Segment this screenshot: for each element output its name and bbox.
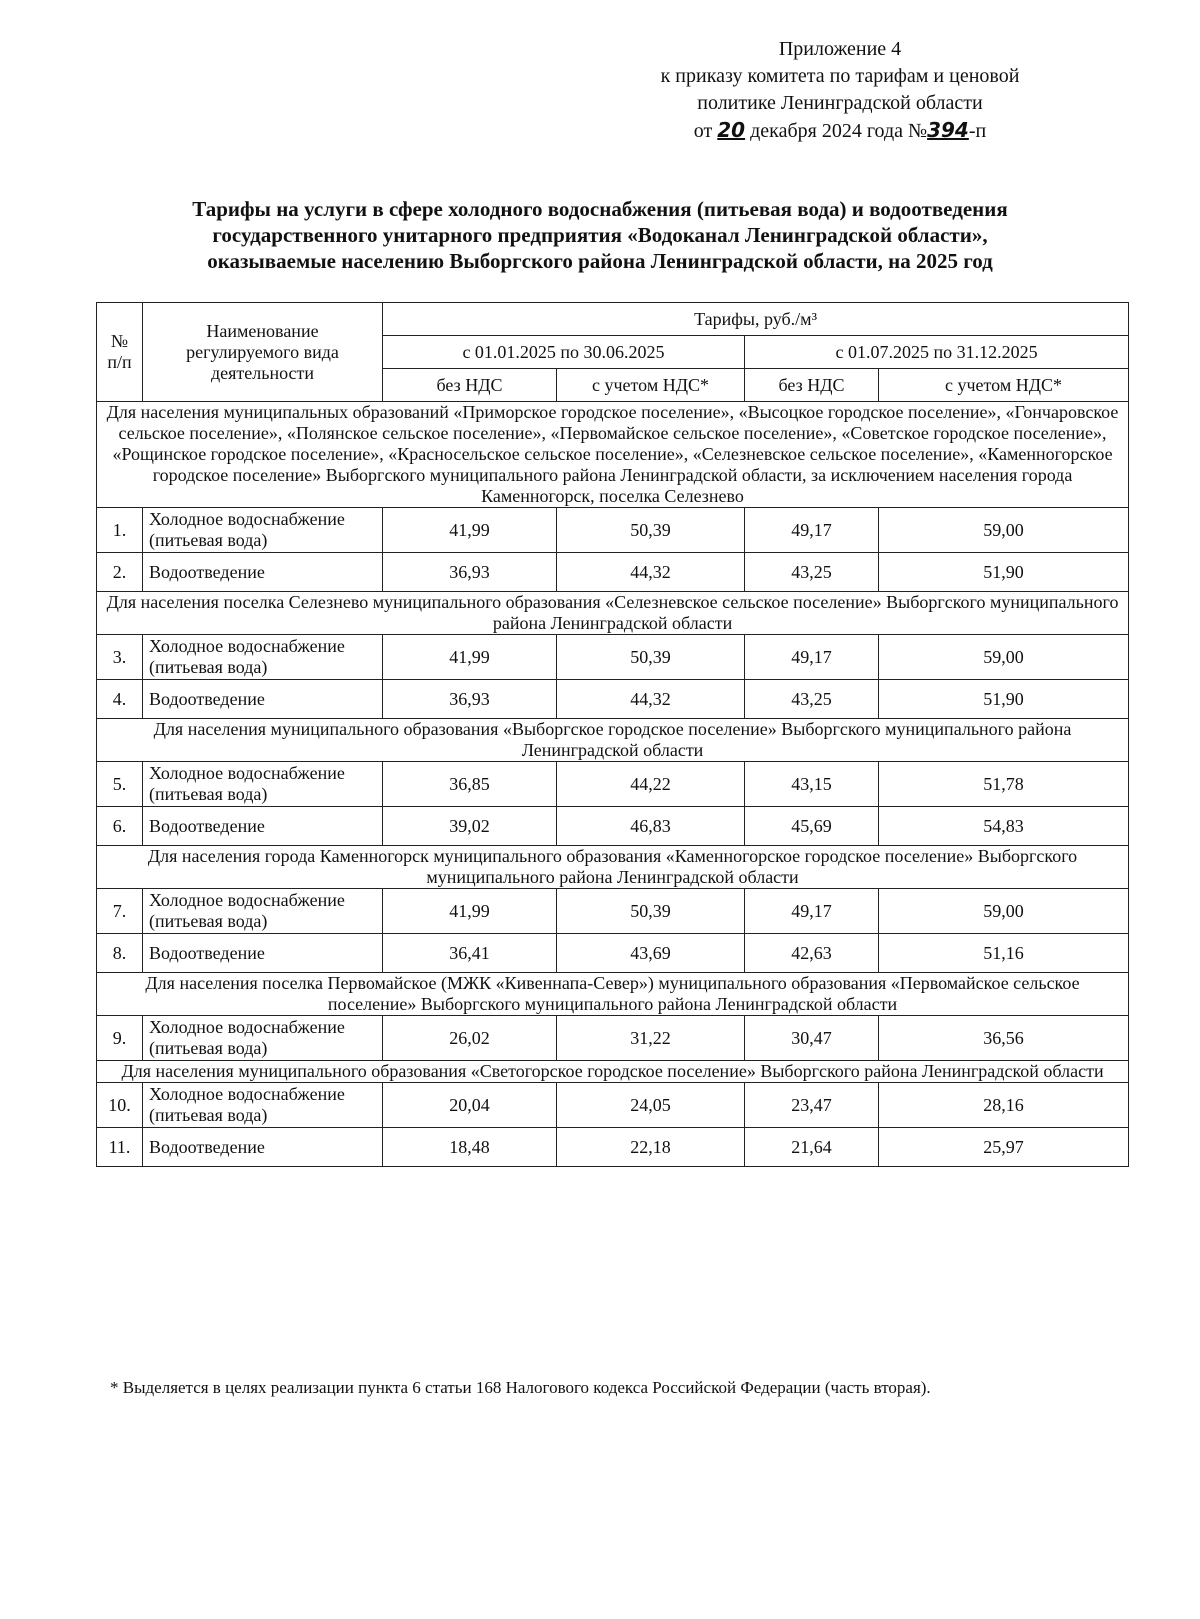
document-title [100,196,1100,274]
activity-name: Холодное водоснабжение (питьевая вода) [143,508,383,553]
group-title: Для населения муниципального образования «Выборгское городское поселение» Выборгского муниципального района Ленинградской области [97,719,1129,762]
appendix-order-line: к приказу комитета по тарифам и ценовой [660,65,1020,87]
table-row [97,680,1129,719]
row-number: 6. [97,807,143,846]
group-title: Для населения поселка Первомайское (МЖК «Кивеннапа-Север») муниципального образования «Первомайское сельское поселение» Выборгского муниципального района Ленинградской области [97,973,1129,1016]
row-number: 1. [97,508,143,553]
group-header-row [97,846,1129,889]
table-row [97,1016,1129,1061]
activity-name: Холодное водоснабжение (питьевая вода) [143,635,383,680]
tariff-h2-no-vat: 49,17 [745,508,879,553]
tariff-h1-no-vat: 36,93 [383,680,557,719]
tariff-h2-no-vat: 21,64 [745,1128,879,1167]
group-title: Для населения муниципальных образований «Приморское городское поселение», «Высоцкое городское поселение», «Гончаровское сельское поселение», «Полянское сельское поселение», «Первомайское сельское поселение», «Советское городское поселение», «Рощинское городское поселение», «Красносельское сельское поселение», «Селезневское сельское поселение», «Каменногорское городское поселение» Выборгского муниципального района Ленинградской области, за исключением населения города Каменногорск, поселка Селезнево [97,402,1129,508]
tariff-h2-no-vat: 43,25 [745,680,879,719]
table-row [97,508,1129,553]
tariffs-table-body [97,303,1129,1167]
tariff-h1-no-vat: 36,85 [383,762,557,807]
row-number: 9. [97,1016,143,1061]
table-row [97,762,1129,807]
header-with-vat-2: с учетом НДС* [879,369,1129,402]
order-number-suffix: -п [968,120,987,142]
tariff-h1-no-vat: 39,02 [383,807,557,846]
appendix-title: Приложение 4 [778,38,902,60]
tariff-h1-no-vat: 41,99 [383,508,557,553]
tariff-h1-no-vat: 36,41 [383,934,557,973]
activity-name: Водоотведение [143,680,383,719]
handwritten-order-number: 394 [927,118,969,142]
table-row [97,934,1129,973]
tariff-h2-no-vat: 30,47 [745,1016,879,1061]
tariff-h1-with-vat: 43,69 [557,934,745,973]
activity-name: Холодное водоснабжение (питьевая вода) [143,889,383,934]
title-line-3: оказываемые населению Выборгского района Ленинградской области, на 2025 год [207,249,993,273]
activity-name: Водоотведение [143,553,383,592]
handwritten-day: 20 [717,118,746,142]
header-row-1 [97,303,1129,336]
tariff-h2-with-vat: 59,00 [879,889,1129,934]
footnote: * Выделяется в целях реализации пункта 6 статьи 168 Налогового кодекса Российской Федерации (часть вторая). [110,1378,931,1397]
tariff-h2-with-vat: 51,16 [879,934,1129,973]
activity-name: Холодное водоснабжение (питьевая вода) [143,762,383,807]
tariff-h1-with-vat: 44,32 [557,553,745,592]
group-header-row [97,973,1129,1016]
tariff-h1-no-vat: 20,04 [383,1083,557,1128]
group-title: Для населения поселка Селезнево муниципального образования «Селезневское сельское поселение» Выборгского муниципального района Ленинградской области [97,592,1129,635]
table-row [97,635,1129,680]
tariff-h1-no-vat: 18,48 [383,1128,557,1167]
tariff-h1-with-vat: 50,39 [557,508,745,553]
group-header-row [97,719,1129,762]
activity-name: Водоотведение [143,807,383,846]
title-line-2: государственного унитарного предприятия «Водоканал Ленинградской области», [212,223,988,247]
row-number: 2. [97,553,143,592]
activity-name: Водоотведение [143,934,383,973]
appendix-header [560,36,1120,145]
date-middle: декабря 2024 года № [750,120,928,142]
header-activity: Наименование регулируемого вида деятельности [143,303,383,402]
group-header-row [97,592,1129,635]
tariff-h2-no-vat: 43,15 [745,762,879,807]
group-title: Для населения муниципального образования «Светогорское городское поселение» Выборгского района Ленинградской области [97,1061,1129,1083]
row-number: 10. [97,1083,143,1128]
header-tariffs: Тарифы, руб./м³ [383,303,1129,336]
group-header-row [97,402,1129,508]
activity-name: Холодное водоснабжение (питьевая вода) [143,1083,383,1128]
table-row [97,553,1129,592]
row-number: 5. [97,762,143,807]
row-number: 8. [97,934,143,973]
tariffs-table [96,302,1129,1167]
header-num: № п/п [97,303,143,402]
tariff-h1-no-vat: 41,99 [383,889,557,934]
tariff-h2-with-vat: 28,16 [879,1083,1129,1128]
tariff-h2-no-vat: 23,47 [745,1083,879,1128]
tariff-h2-no-vat: 42,63 [745,934,879,973]
tariff-h2-no-vat: 45,69 [745,807,879,846]
tariff-h1-no-vat: 26,02 [383,1016,557,1061]
tariff-h1-no-vat: 36,93 [383,553,557,592]
date-prefix: от [693,120,713,142]
tariff-h2-with-vat: 59,00 [879,635,1129,680]
tariff-h1-with-vat: 46,83 [557,807,745,846]
row-number: 11. [97,1128,143,1167]
tariff-h2-with-vat: 51,78 [879,762,1129,807]
tariff-h1-with-vat: 24,05 [557,1083,745,1128]
tariff-h1-with-vat: 31,22 [557,1016,745,1061]
activity-name: Водоотведение [143,1128,383,1167]
tariff-h2-no-vat: 49,17 [745,889,879,934]
tariff-h1-with-vat: 50,39 [557,889,745,934]
group-header-row [97,1061,1129,1083]
tariff-h2-no-vat: 49,17 [745,635,879,680]
table-row [97,889,1129,934]
title-line-1: Тарифы на услуги в сфере холодного водоснабжения (питьевая вода) и водоотведения [192,197,1008,221]
tariff-h1-with-vat: 44,22 [557,762,745,807]
header-no-vat-2: без НДС [745,369,879,402]
tariff-h2-with-vat: 25,97 [879,1128,1129,1167]
activity-name: Холодное водоснабжение (питьевая вода) [143,1016,383,1061]
header-with-vat-1: с учетом НДС* [557,369,745,402]
appendix-date-line [560,117,1120,145]
tariff-h1-with-vat: 50,39 [557,635,745,680]
tariff-h2-no-vat: 43,25 [745,553,879,592]
header-no-vat-1: без НДС [383,369,557,402]
group-title: Для населения города Каменногорск муниципального образования «Каменногорское городское поселение» Выборгского муниципального района Ленинградской области [97,846,1129,889]
table-row [97,1083,1129,1128]
appendix-committee-line: политике Ленинградской области [697,92,983,114]
header-period-2: с 01.07.2025 по 31.12.2025 [745,336,1129,369]
table-row [97,1128,1129,1167]
row-number: 3. [97,635,143,680]
header-period-1: с 01.01.2025 по 30.06.2025 [383,336,745,369]
tariff-h1-no-vat: 41,99 [383,635,557,680]
tariff-h1-with-vat: 44,32 [557,680,745,719]
tariff-h1-with-vat: 22,18 [557,1128,745,1167]
row-number: 4. [97,680,143,719]
tariff-h2-with-vat: 51,90 [879,553,1129,592]
tariff-h2-with-vat: 54,83 [879,807,1129,846]
row-number: 7. [97,889,143,934]
table-row [97,807,1129,846]
tariff-h2-with-vat: 51,90 [879,680,1129,719]
tariff-h2-with-vat: 59,00 [879,508,1129,553]
tariff-h2-with-vat: 36,56 [879,1016,1129,1061]
